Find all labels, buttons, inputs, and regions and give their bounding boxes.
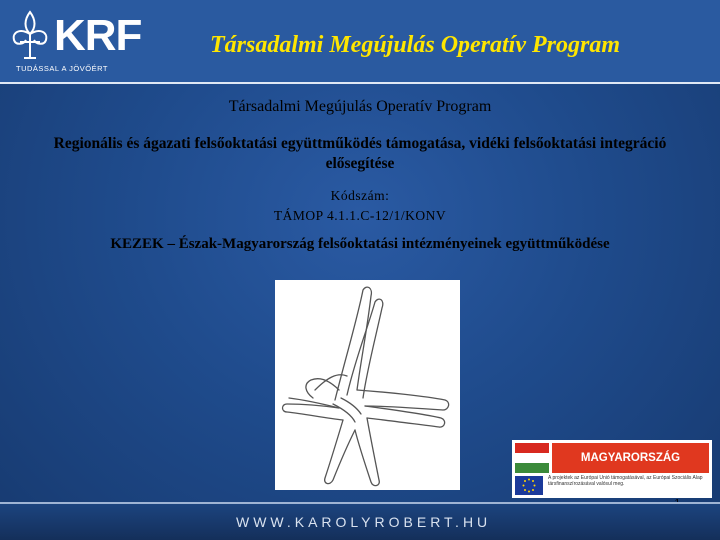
program-description: Regionális és ágazati felsőoktatási együttműködés támogatása, vidéki felsőoktatási integráció elősegítése [53, 135, 667, 172]
code-label: Kódszám: [330, 188, 390, 203]
krf-logo [8, 8, 142, 76]
logo-subtitle: TUDÁSSAL A JÖVŐÉRT [16, 64, 108, 73]
program-name: Társadalmi Megújulás Operatív Program [228, 98, 492, 115]
footer-url[interactable]: WWW.KAROLYROBERT.HU [236, 514, 492, 530]
main-content [28, 98, 692, 253]
header-title: Társadalmi Megújulás Operatív Program [209, 32, 621, 58]
logo-text: KRF [54, 11, 142, 60]
hands-image [275, 280, 460, 490]
banner-headline: MAGYARORSZÁG MEGÚJUL [552, 443, 709, 473]
fleur-de-lis-icon [10, 10, 50, 62]
project-title: KEZEK – Észak-Magyarország felsőoktatási intézményeinek együttműködése [110, 236, 610, 252]
eu-funding-banner [512, 440, 712, 498]
hungarian-flag-icon [515, 443, 549, 473]
eu-flag-icon [515, 476, 543, 495]
footer-bar [0, 504, 720, 540]
header-divider [0, 82, 720, 84]
joined-hands-sketch [275, 280, 460, 490]
code-value: TÁMOP 4.1.1.C-12/1/KONV [273, 208, 447, 223]
banner-small-text: A projektek az Európai Unió támogatásával, az Európai Szociális Alap társfinanszírozásával valósul meg. [548, 475, 703, 487]
header-bar [0, 0, 720, 82]
